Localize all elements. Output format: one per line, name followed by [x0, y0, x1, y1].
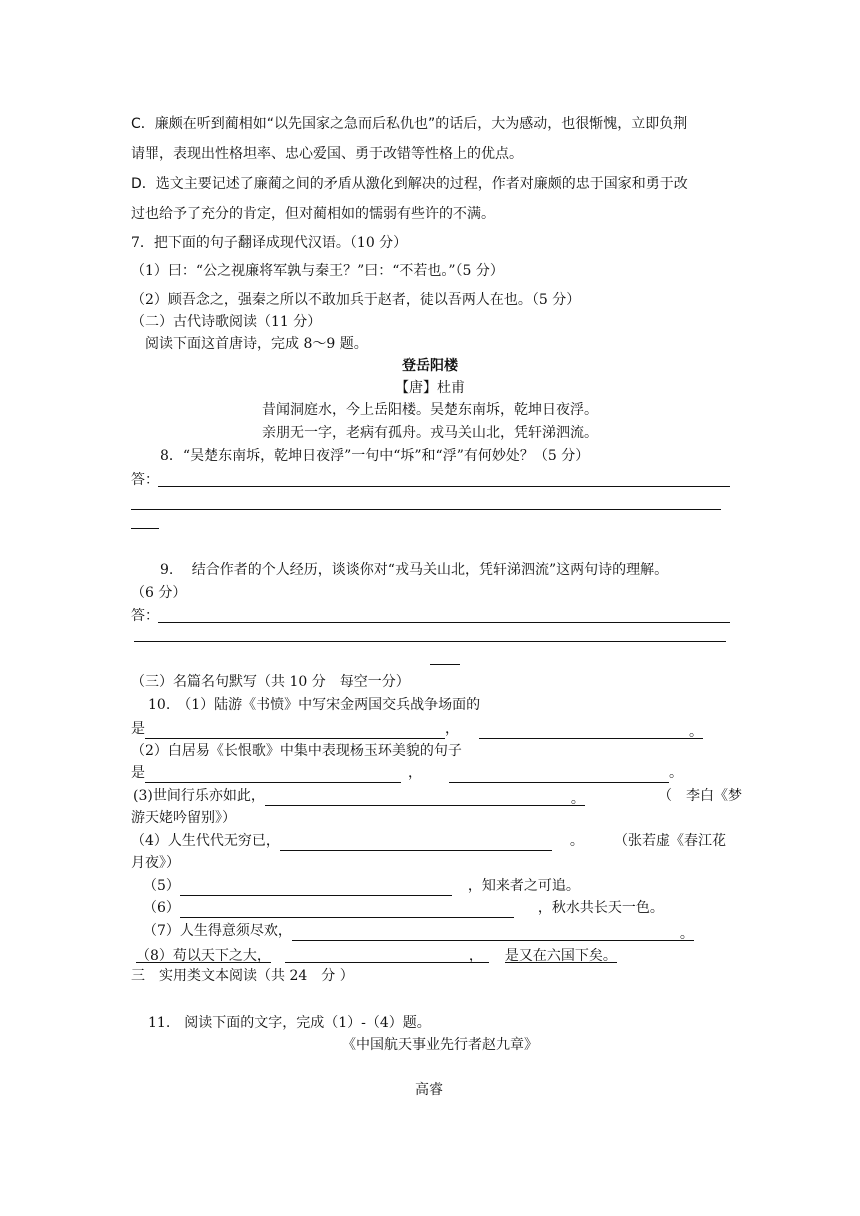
option-d-line2: 过也给予了充分的肯定，但对蔺相如的懦弱有些许的不满。 [131, 206, 495, 222]
question-7-stem: 7．把下面的句子翻译成现代汉语。（10 分） [131, 235, 408, 251]
poem-author: 【唐】杜甫 [395, 380, 465, 396]
item-6: （6） ，秋水共长天一色。 [143, 900, 664, 916]
question-7-sentence-1: （1）曰：“公之视廉将军孰与秦王？”曰：“不若也。”（5 分） [131, 263, 504, 279]
blank[interactable] [265, 789, 571, 806]
poem-title: 登岳阳楼 [402, 358, 458, 374]
blank[interactable] [449, 766, 669, 783]
blank[interactable] [180, 879, 452, 896]
question-9-score: （6 分） [131, 585, 187, 601]
item-4-source-2: 月夜》） [131, 855, 180, 871]
answer-line[interactable] [131, 509, 721, 510]
part-3-heading: 三 实用类文本阅读（共 24 分 ） [131, 968, 354, 984]
question-9-stem: 9. 结合作者的个人经历，谈谈你对“戎马关山北，凭轩涕泗流”这两句诗的理解。 [160, 562, 669, 578]
item-8: （8）苟以天下之大， ， 是又在六国下矣。 [136, 948, 617, 964]
item-2-answer-row: 是 ， 。 [131, 765, 683, 781]
blank[interactable] [285, 946, 469, 963]
answer-line[interactable] [131, 528, 159, 529]
blank[interactable] [280, 834, 552, 851]
article-author: 高睿 [415, 1082, 443, 1098]
question-9-answer-label: 答： [131, 608, 159, 624]
poem-line-1: 昔闻洞庭水，今上岳阳楼。吴楚东南坼，乾坤日夜浮。 [262, 402, 598, 418]
item-2: （2）白居易《长恨歌》中集中表现杨玉环美貌的句子 [131, 743, 462, 759]
answer-line[interactable] [430, 664, 460, 665]
question-10-stem: 10. （1）陆游《书愤》中写宋金两国交兵战争场面的 [148, 697, 481, 713]
section-2-heading: （二）古代诗歌阅读（11 分） [131, 314, 322, 330]
question-8-answer-label: 答： [131, 472, 159, 488]
item-5: （5） ，知来者之可追。 [143, 878, 580, 894]
section-3-heading: （三）名篇名句默写（共 10 分 每空一分） [131, 674, 410, 690]
blank[interactable] [145, 766, 401, 783]
blank[interactable] [145, 722, 445, 739]
item-7: （7）人生得意须尽欢， 。 [143, 923, 694, 942]
item-3-source-1: （ 李白《梦 [658, 788, 742, 804]
poem-intro: 阅读下面这首唐诗，完成 8～9 题。 [145, 336, 368, 352]
blank[interactable] [292, 924, 680, 941]
poem-line-2: 亲朋无一字，老病有孤舟。戎马关山北，凭轩涕泗流。 [262, 425, 598, 441]
item-3-source-2: 游天姥吟留别》） [131, 810, 236, 826]
blank[interactable] [479, 722, 689, 739]
article-title: 《中国航天事业先行者赵九章》 [342, 1037, 538, 1053]
blank[interactable] [180, 901, 514, 918]
answer-line[interactable] [158, 486, 730, 487]
answer-line[interactable] [158, 622, 730, 623]
question-7-sentence-2: （2）顾吾念之，强秦之所以不敢加兵于赵者，徒以吾两人在也。（5 分） [131, 292, 581, 308]
question-8-stem: 8．“吴楚东南坼，乾坤日夜浮”一句中“坼”和“浮”有何妙处？（5 分） [160, 448, 590, 464]
option-c-line2: 请罪，表现出性格坦率、忠心爱国、勇于改错等性格上的优点。 [131, 146, 523, 162]
option-d-line1: D．选文主要记述了廉蔺之间的矛盾从激化到解决的过程，作者对廉颇的忠于国家和勇于改 [131, 176, 688, 192]
item-4: （4）人生代代无穷已， 。 [131, 833, 584, 849]
answer-line[interactable] [134, 641, 726, 642]
option-c-line1: C．廉颇在听到蔺相如“以先国家之急而后私仇也”的话后，大为感动，也很惭愧，立即负荆 [131, 116, 688, 132]
item-1-answer-row: 是 ， 。 [131, 721, 703, 740]
item-3: (3)世间行乐亦如此， 。 [133, 788, 585, 807]
item-4-source-1: （张若虚《春江花 [614, 833, 726, 849]
question-11-stem: 11. 阅读下面的文字，完成（1）-（4）题。 [148, 1015, 431, 1031]
